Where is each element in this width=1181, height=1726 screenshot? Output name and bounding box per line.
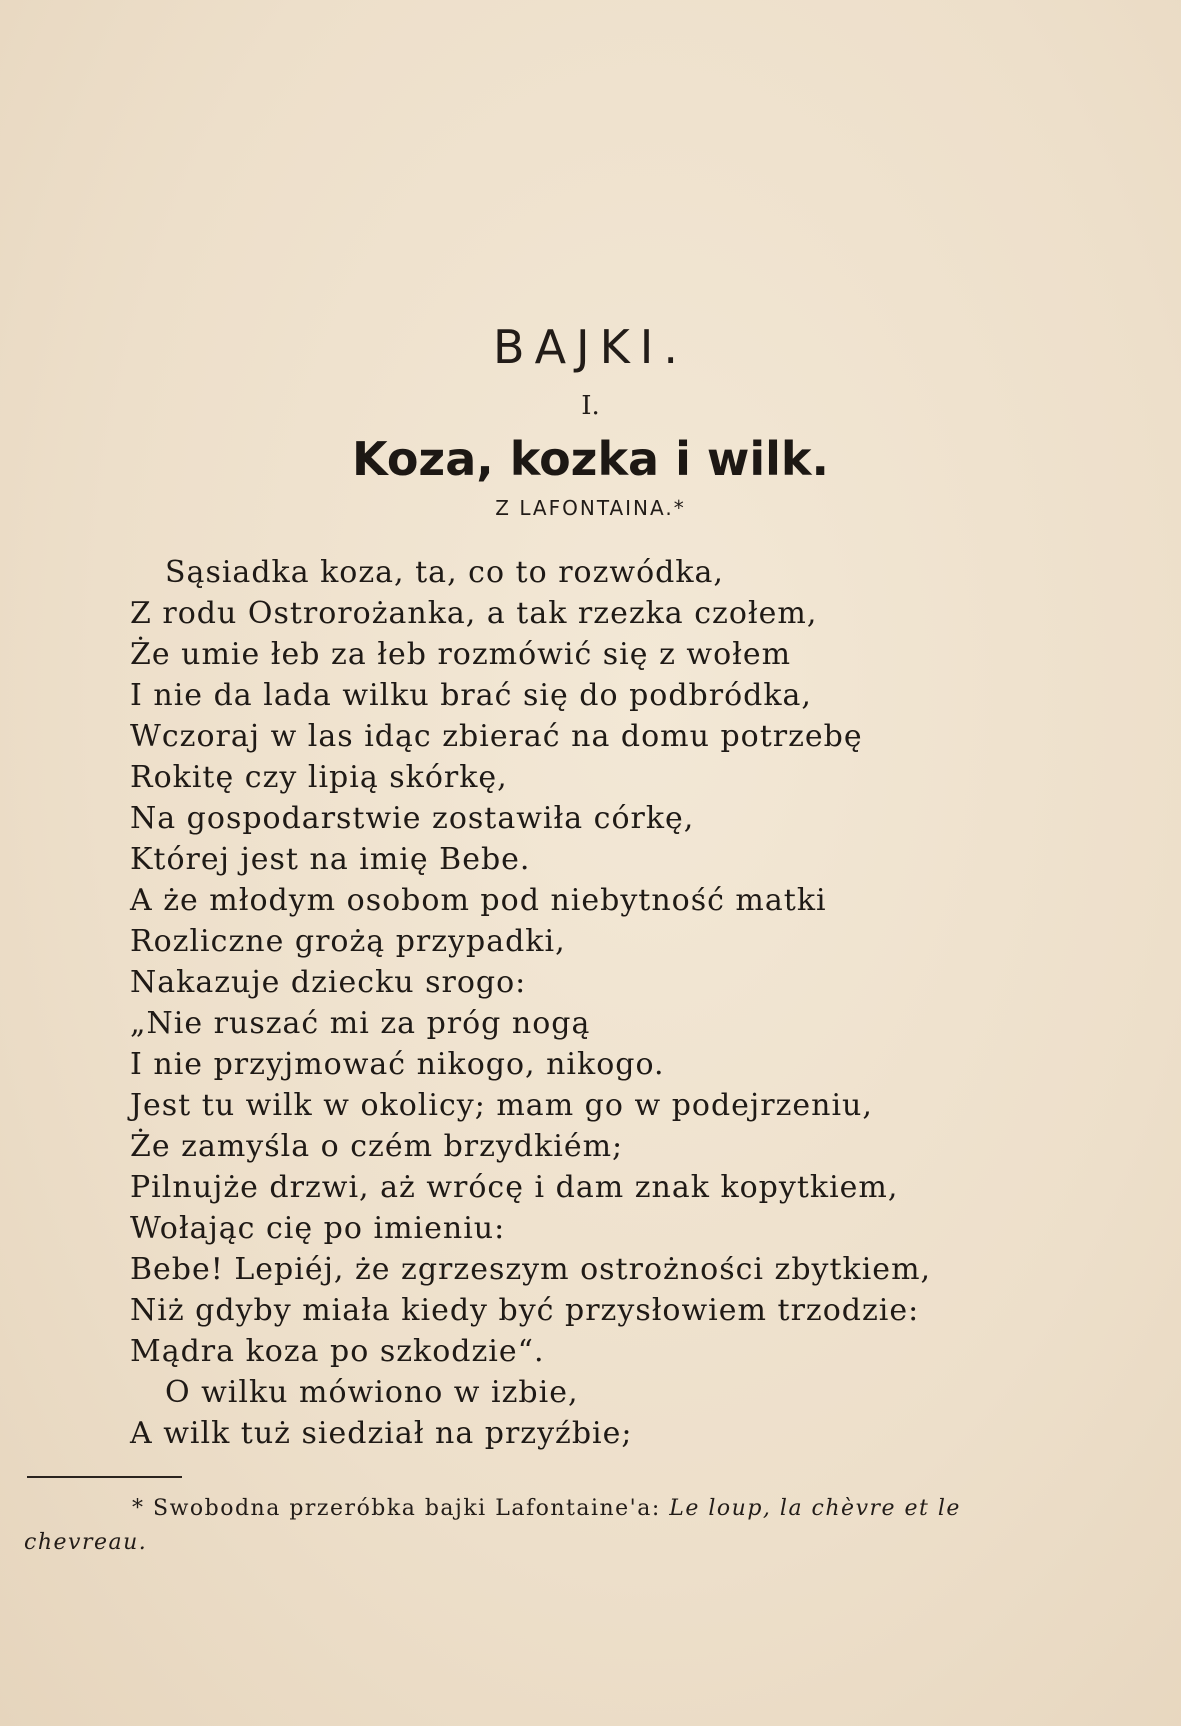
fable-source: Z LAFONTAINA.* <box>495 496 686 520</box>
poem-line: Nakazuje dziecku srogo: <box>130 965 527 1000</box>
poem-line: Mądra koza po szkodzie“. <box>130 1334 545 1369</box>
poem-line: Rozliczne grożą przypadki, <box>130 924 566 959</box>
poem-line: Jest tu wilk w okolicy; mam go w podejrzeniu, <box>130 1088 873 1123</box>
poem-line: Wołając cię po imieniu: <box>130 1211 506 1246</box>
poem-line: Że umie łeb za łeb rozmówić się z wołem <box>130 637 792 672</box>
poem-line: Wczoraj w las idąc zbierać na domu potrzebę <box>130 719 863 754</box>
fable-title: Koza, kozka i wilk. <box>351 432 829 486</box>
footnote-italic-title: Le loup, la chèvre et le <box>669 1496 961 1521</box>
fable-number: I. <box>581 391 600 421</box>
poem-text <box>130 552 1110 1454</box>
footnote-italic-title-continued: chevreau. <box>24 1530 148 1555</box>
poem-line: Niż gdyby miała kiedy być przysłowiem trzodzie: <box>130 1293 920 1328</box>
poem-line: A wilk tuż siedział na przyźbie; <box>130 1416 633 1451</box>
poem-line: „Nie ruszać mi za próg nogą <box>130 1006 591 1041</box>
poem-line: Że zamyśla o czém brzydkiém; <box>130 1129 624 1164</box>
poem-line: I nie przyjmować nikogo, nikogo. <box>130 1047 665 1082</box>
poem-line: O wilku mówiono w izbie, <box>165 1375 579 1410</box>
poem-line: Rokitę czy lipią skórkę, <box>130 760 508 795</box>
poem-line: Z rodu Ostrorożanka, a tak rzezka czołem, <box>130 596 818 631</box>
footnote <box>24 1492 1084 1560</box>
footnote-text: Swobodna przeróbka bajki Lafontaine'a: <box>153 1496 661 1521</box>
footnote-divider <box>27 1476 182 1478</box>
poem-line: A że młodym osobom pod niebytność matki <box>130 883 827 918</box>
poem-line: Sąsiadka koza, ta, co to rozwódka, <box>165 555 724 590</box>
poem-line: Na gospodarstwie zostawiła córkę, <box>130 801 695 836</box>
poem-line: Której jest na imię Bebe. <box>130 842 531 877</box>
section-title: BAJKI. <box>493 320 688 374</box>
poem-line: I nie da lada wilku brać się do podbródka, <box>130 678 812 713</box>
poem-line: Bebe! Lepiéj, że zgrzeszym ostrożności zbytkiem, <box>130 1252 932 1287</box>
footnote-marker: * <box>132 1496 145 1521</box>
poem-line: Pilnujże drzwi, aż wrócę i dam znak kopytkiem, <box>130 1170 899 1205</box>
